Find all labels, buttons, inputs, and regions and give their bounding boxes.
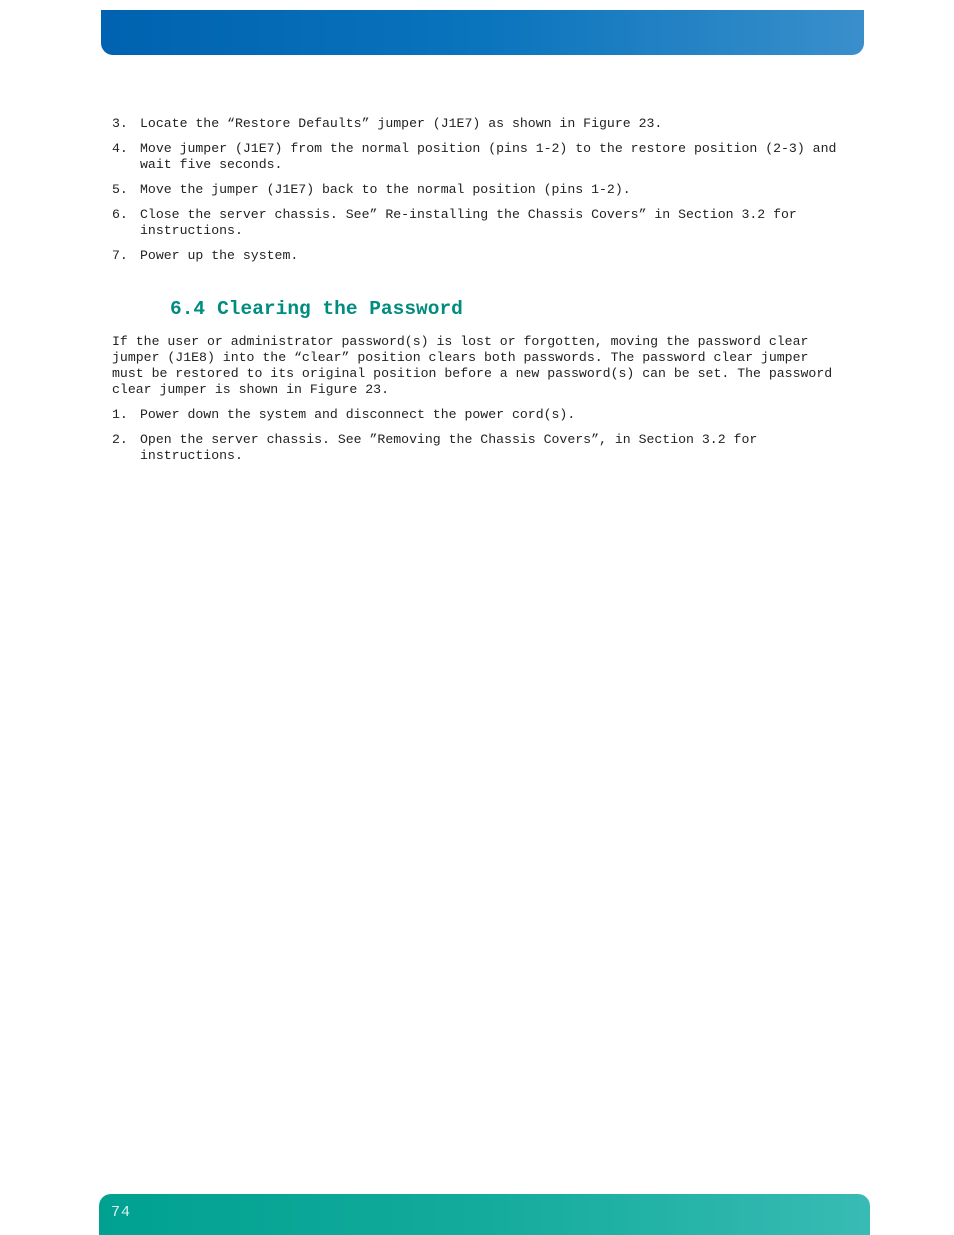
section-number: 6.4 (170, 298, 206, 320)
step-number: 3. (112, 116, 128, 131)
step-text: Move the jumper (J1E7) back to the normal position (pins 1-2). (140, 182, 631, 197)
list-item (112, 207, 847, 239)
section-title: Clearing the Password (217, 298, 463, 320)
list-item (112, 248, 847, 264)
step-text: Locate the “Restore Defaults” jumper (J1E7) as shown in Figure 23. (140, 116, 663, 131)
step-text: Power down the system and disconnect the power cord(s). (140, 407, 576, 422)
section-heading (170, 298, 847, 320)
page-number: 74 (111, 1204, 132, 1221)
list-item (112, 407, 847, 423)
footer-band (99, 1194, 870, 1235)
step-text: Move jumper (J1E7) from the normal position (pins 1-2) to the restore position (2-3) and wait five seconds. (140, 141, 837, 172)
page-content (112, 116, 847, 473)
section-intro: If the user or administrator password(s) is lost or forgotten, moving the password clear jumper (J1E8) into the “clear” position clears both passwords. The password clear jumper must be restored to its original position before a new password(s) can be set. The password clear jumper is shown in Figure 23. (112, 334, 833, 397)
steps-continued-list (112, 116, 847, 264)
step-number: 2. (112, 432, 128, 447)
list-item (112, 141, 847, 173)
step-number: 6. (112, 207, 128, 222)
step-number: 7. (112, 248, 128, 263)
step-number: 1. (112, 407, 128, 422)
list-item (112, 182, 847, 198)
step-text: Close the server chassis. See” Re-installing the Chassis Covers” in Section 3.2 for instructions. (140, 207, 797, 238)
list-item (112, 432, 847, 464)
step-number: 5. (112, 182, 128, 197)
step-text: Power up the system. (140, 248, 299, 263)
step-text: Open the server chassis. See ”Removing the Chassis Covers”, in Section 3.2 for instructions. (140, 432, 758, 463)
header-band (101, 10, 864, 55)
step-number: 4. (112, 141, 128, 156)
list-item (112, 116, 847, 132)
section-steps-list (112, 407, 847, 464)
